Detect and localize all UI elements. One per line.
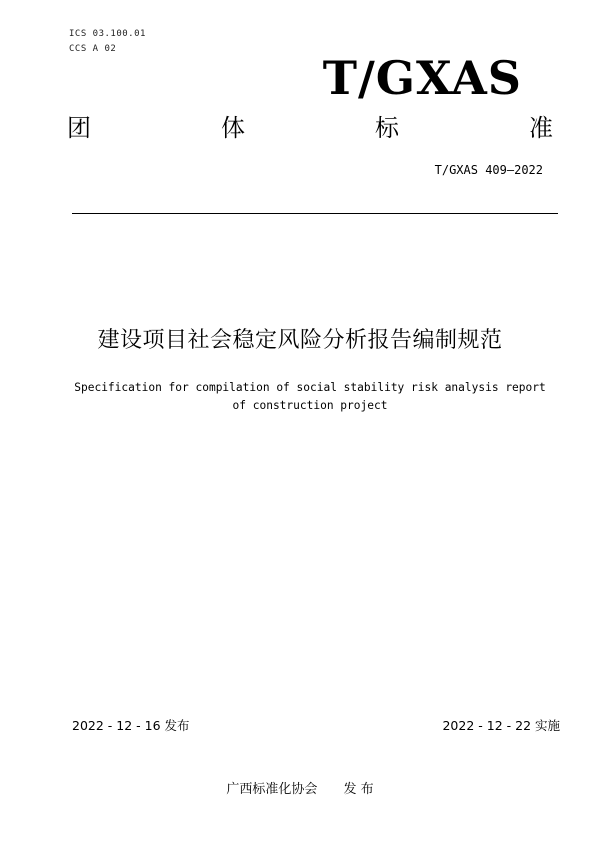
standard-type-char-4: 准	[529, 114, 553, 142]
standard-type-char-3: 标	[375, 114, 399, 142]
implement-date: 2022 - 12 - 22 实施	[442, 718, 560, 733]
ics-code: ICS 03.100.01	[69, 29, 146, 39]
header-divider	[72, 213, 558, 214]
ccs-code: CCS A 02	[69, 44, 117, 54]
publisher-action: 发 布	[343, 782, 374, 797]
standard-number: T/GXAS 409—2022	[434, 163, 543, 177]
title-english-line-1: Specification for compilation of social stability risk analysis report	[74, 381, 546, 394]
publisher-line	[0, 778, 600, 797]
standard-logo: T/GXAS	[322, 51, 522, 105]
standard-type-char-2: 体	[221, 114, 245, 142]
title-english-line-2: of construction project	[232, 399, 388, 412]
title-english	[40, 379, 580, 415]
publish-date: 2022 - 12 - 16 发布	[72, 718, 190, 733]
standard-type-char-1: 团	[67, 114, 91, 142]
title-chinese: 建设项目社会稳定风险分析报告编制规范	[97, 328, 503, 353]
publisher-name: 广西标准化协会	[226, 782, 318, 797]
standard-type	[67, 116, 553, 140]
